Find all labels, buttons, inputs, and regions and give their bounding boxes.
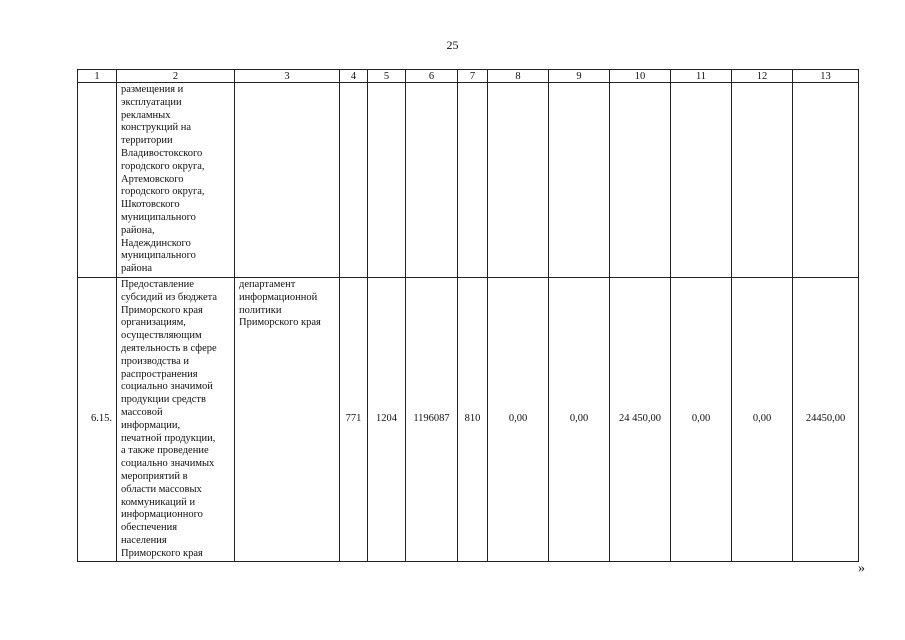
text-line: Приморского края — [239, 317, 321, 329]
column-header: 11 — [671, 70, 732, 83]
column-header: 8 — [488, 70, 549, 83]
text-line: информации, — [121, 419, 181, 431]
text-line: массовой — [121, 406, 163, 418]
text-line: деятельность в сфере — [121, 342, 217, 354]
column-header: 2 — [117, 70, 235, 83]
text-line: осуществляющим — [121, 330, 202, 342]
column-header: 5 — [368, 70, 406, 83]
text-line: распространения — [121, 368, 198, 380]
column-header: 7 — [458, 70, 488, 83]
executor-cell — [235, 277, 340, 562]
text-line: департамент — [239, 278, 296, 290]
text-line: мероприятий в — [121, 470, 188, 482]
cell-c6: 1196087 — [406, 277, 458, 562]
column-header: 3 — [235, 70, 340, 83]
column-header: 10 — [610, 70, 671, 83]
cell-c13: 24450,00 — [793, 277, 859, 562]
text-line: размещения и — [121, 84, 184, 95]
text-line: муниципального — [121, 211, 196, 223]
text-line: социально значимой — [121, 381, 213, 393]
cell-c12: 0,00 — [732, 277, 793, 562]
cell-c11: 0,00 — [671, 277, 732, 562]
table-row-continued — [78, 83, 859, 278]
text-line: области массовых — [121, 483, 202, 495]
cell-c7: 810 — [458, 277, 488, 562]
text-line: политики — [239, 304, 282, 316]
budget-table — [77, 69, 859, 562]
text-line: района — [121, 263, 153, 275]
column-header: 13 — [793, 70, 859, 83]
text-line: Предоставление — [121, 278, 194, 290]
column-header: 6 — [406, 70, 458, 83]
text-line: производства и — [121, 355, 190, 367]
cell-c9: 0,00 — [549, 277, 610, 562]
page-number: 25 — [446, 38, 459, 52]
column-header: 1 — [78, 70, 117, 83]
cell-c4: 771 — [340, 277, 368, 562]
column-header: 4 — [340, 70, 368, 83]
text-line: Приморского края — [121, 304, 203, 316]
text-line: Владивостокского — [121, 147, 203, 159]
text-line: Шкотовского — [121, 199, 180, 211]
text-line: обеспечения — [121, 522, 178, 534]
column-header: 12 — [732, 70, 793, 83]
closing-quote-mark: » — [858, 561, 865, 576]
text-line: субсидий из бюджета — [121, 291, 218, 303]
text-line: муниципального — [121, 250, 196, 262]
text-line: Артемовского — [121, 173, 184, 185]
cell-c8: 0,00 — [488, 277, 549, 562]
cell-c10: 24 450,00 — [610, 277, 671, 562]
text-line: городского округа, — [121, 186, 205, 198]
table-header-row — [78, 70, 859, 83]
text-line: эксплуатации — [121, 96, 182, 108]
text-line: конструкций на — [121, 122, 192, 134]
row-number-cell: 6.15. — [78, 277, 117, 562]
text-line: информационного — [121, 509, 203, 521]
text-line: рекламных — [121, 109, 171, 121]
text-line: территории — [121, 135, 173, 147]
text-line: организациям, — [121, 317, 186, 329]
table-row-6-15 — [78, 277, 859, 562]
text-line: а также проведение — [121, 445, 209, 457]
description-cell — [117, 277, 235, 562]
text-line: городского округа, — [121, 160, 205, 172]
text-line: района, — [121, 224, 155, 236]
text-line: населения — [121, 534, 167, 546]
text-line: коммуникаций и — [121, 496, 196, 508]
text-line: Надеждинского — [121, 237, 191, 249]
text-line: печатной продукции, — [121, 432, 216, 444]
text-line: информационной — [239, 291, 318, 303]
text-line: Приморского края — [121, 547, 203, 559]
text-line: продукции средств — [121, 394, 206, 406]
column-header: 9 — [549, 70, 610, 83]
continued-description-cell — [117, 83, 235, 278]
text-line: социально значимых — [121, 458, 215, 470]
cell-c5: 1204 — [368, 277, 406, 562]
